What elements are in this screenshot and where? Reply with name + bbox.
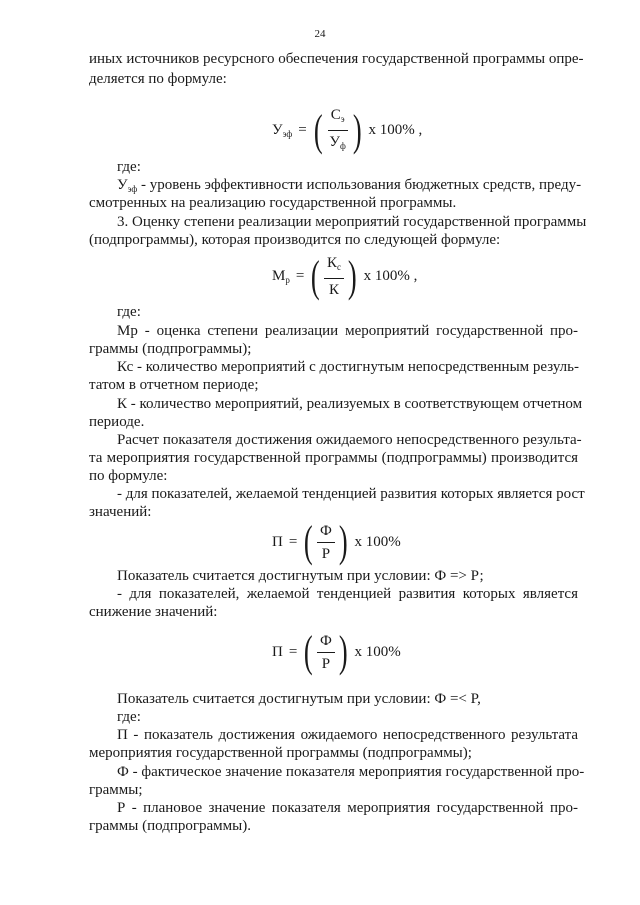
kc-definition-line-1: Кс - количество мероприятий с достигнутым непосредственным резуль- <box>117 359 580 375</box>
formula-achievement-growth <box>272 517 401 566</box>
kc-definition-line-2: татом в отчетном периоде; <box>89 377 259 393</box>
p-definition-line-1: П - показатель достижения ожидаемого непосредственного результата <box>117 727 578 743</box>
formula-lhs: $М_р$ <box>272 268 290 285</box>
growth-case-line-1: - для показателей, желаемой тенденцией развития которых является рост <box>117 486 585 502</box>
growth-case-line-2: значений: <box>89 504 152 520</box>
f-definition-line-2: граммы; <box>89 782 143 798</box>
fraction-denominator: Р <box>321 545 331 562</box>
fraction-numerator: Ф <box>317 632 335 653</box>
formula-multiplier: х 100% <box>354 533 401 550</box>
formula-eq: = <box>288 533 298 550</box>
formula-fraction: ( $\frac{Ф}{Р}$ ) <box>304 517 348 566</box>
fraction-denominator: К <box>328 282 339 298</box>
fraction-denominator: Р <box>321 655 331 672</box>
fraction-numerator: $С_э$ <box>328 106 348 131</box>
r-definition-line-2: граммы (подпрограммы). <box>89 818 251 834</box>
where-label-3: где: <box>117 709 141 725</box>
fraction-numerator: $К_с$ <box>324 254 344 279</box>
fraction-numerator: Ф <box>317 522 335 543</box>
formula-fraction: ( $\frac{К_с}{К}$ ) <box>311 251 357 301</box>
formula-eq: = <box>295 268 305 284</box>
r-definition-line-1: Р - плановое значение показателя мероприятия государственной про- <box>117 800 578 816</box>
formula-eq: = <box>298 122 307 138</box>
page-number: 24 <box>314 28 326 40</box>
f-definition-line-1: Ф - фактическое значение показателя мероприятия государственной про- <box>117 764 585 780</box>
item3-line-2: (подпрограммы), которая производится по следующей формуле: <box>89 232 501 248</box>
calc-paragraph-line-3: по формуле: <box>89 468 168 484</box>
condition-2: Показатель считается достигнутым при условии: Ф =< Р, <box>117 691 481 707</box>
u-definition-line-2: смотренных на реализацию государственной программы. <box>89 195 457 211</box>
formula-fraction: ( $\frac{Ф}{Р}$ ) <box>304 627 348 676</box>
formula-efficiency <box>272 106 422 155</box>
k-definition-line-2: периоде. <box>89 414 145 430</box>
where-label-2: где: <box>117 304 141 320</box>
formula-lhs: П <box>272 533 283 550</box>
formula-lhs: П <box>272 643 283 660</box>
formula-lhs: $У_{эф}$ <box>272 122 293 139</box>
condition-1: Показатель считается достигнутым при условии: Ф => Р; <box>117 568 484 584</box>
decline-case-line-2: снижение значений: <box>89 604 218 620</box>
k-definition-line-1: К - количество мероприятий, реализуемых в соответствующем отчетном <box>117 396 583 412</box>
calc-paragraph-line-1: Расчет показателя достижения ожидаемого непосредственного результа- <box>117 432 582 448</box>
formula-multiplier: х 100% <box>354 643 401 660</box>
formula-fraction: ( $\frac{С_э}{У_ф}$ ) <box>313 105 362 155</box>
formula-achievement-decline <box>272 627 401 676</box>
intro-line-1: иных источников ресурсного обеспечения государственной программы опре- <box>89 51 584 67</box>
formula-multiplier: х 100% , <box>363 268 418 284</box>
formula-multiplier: х 100% , <box>368 122 423 138</box>
decline-case-line-1: - для показателей, желаемой тенденцией развития которых является <box>117 586 578 602</box>
item3-line-1: 3. Оценку степени реализации мероприятий государственной программы <box>117 214 587 230</box>
fraction-denominator: $У_ф$ <box>329 134 346 151</box>
formula-eq: = <box>288 643 298 660</box>
u-definition-line-1: $У_{эф}$ - уровень эффективности использования бюджетных средств, преду- <box>117 177 582 194</box>
formula-implementation <box>272 251 418 301</box>
intro-line-2: деляется по формуле: <box>89 71 227 87</box>
where-label-1: где: <box>117 159 141 175</box>
mr-definition-line-2: граммы (подпрограммы); <box>89 341 252 357</box>
mr-definition-line-1: Мр - оценка степени реализации мероприятий государственной про- <box>117 323 578 339</box>
calc-paragraph-line-2: та мероприятия государственной программы (подпрограммы) производится <box>89 450 578 466</box>
p-definition-line-2: мероприятия государственной программы (подпрограммы); <box>89 745 472 761</box>
